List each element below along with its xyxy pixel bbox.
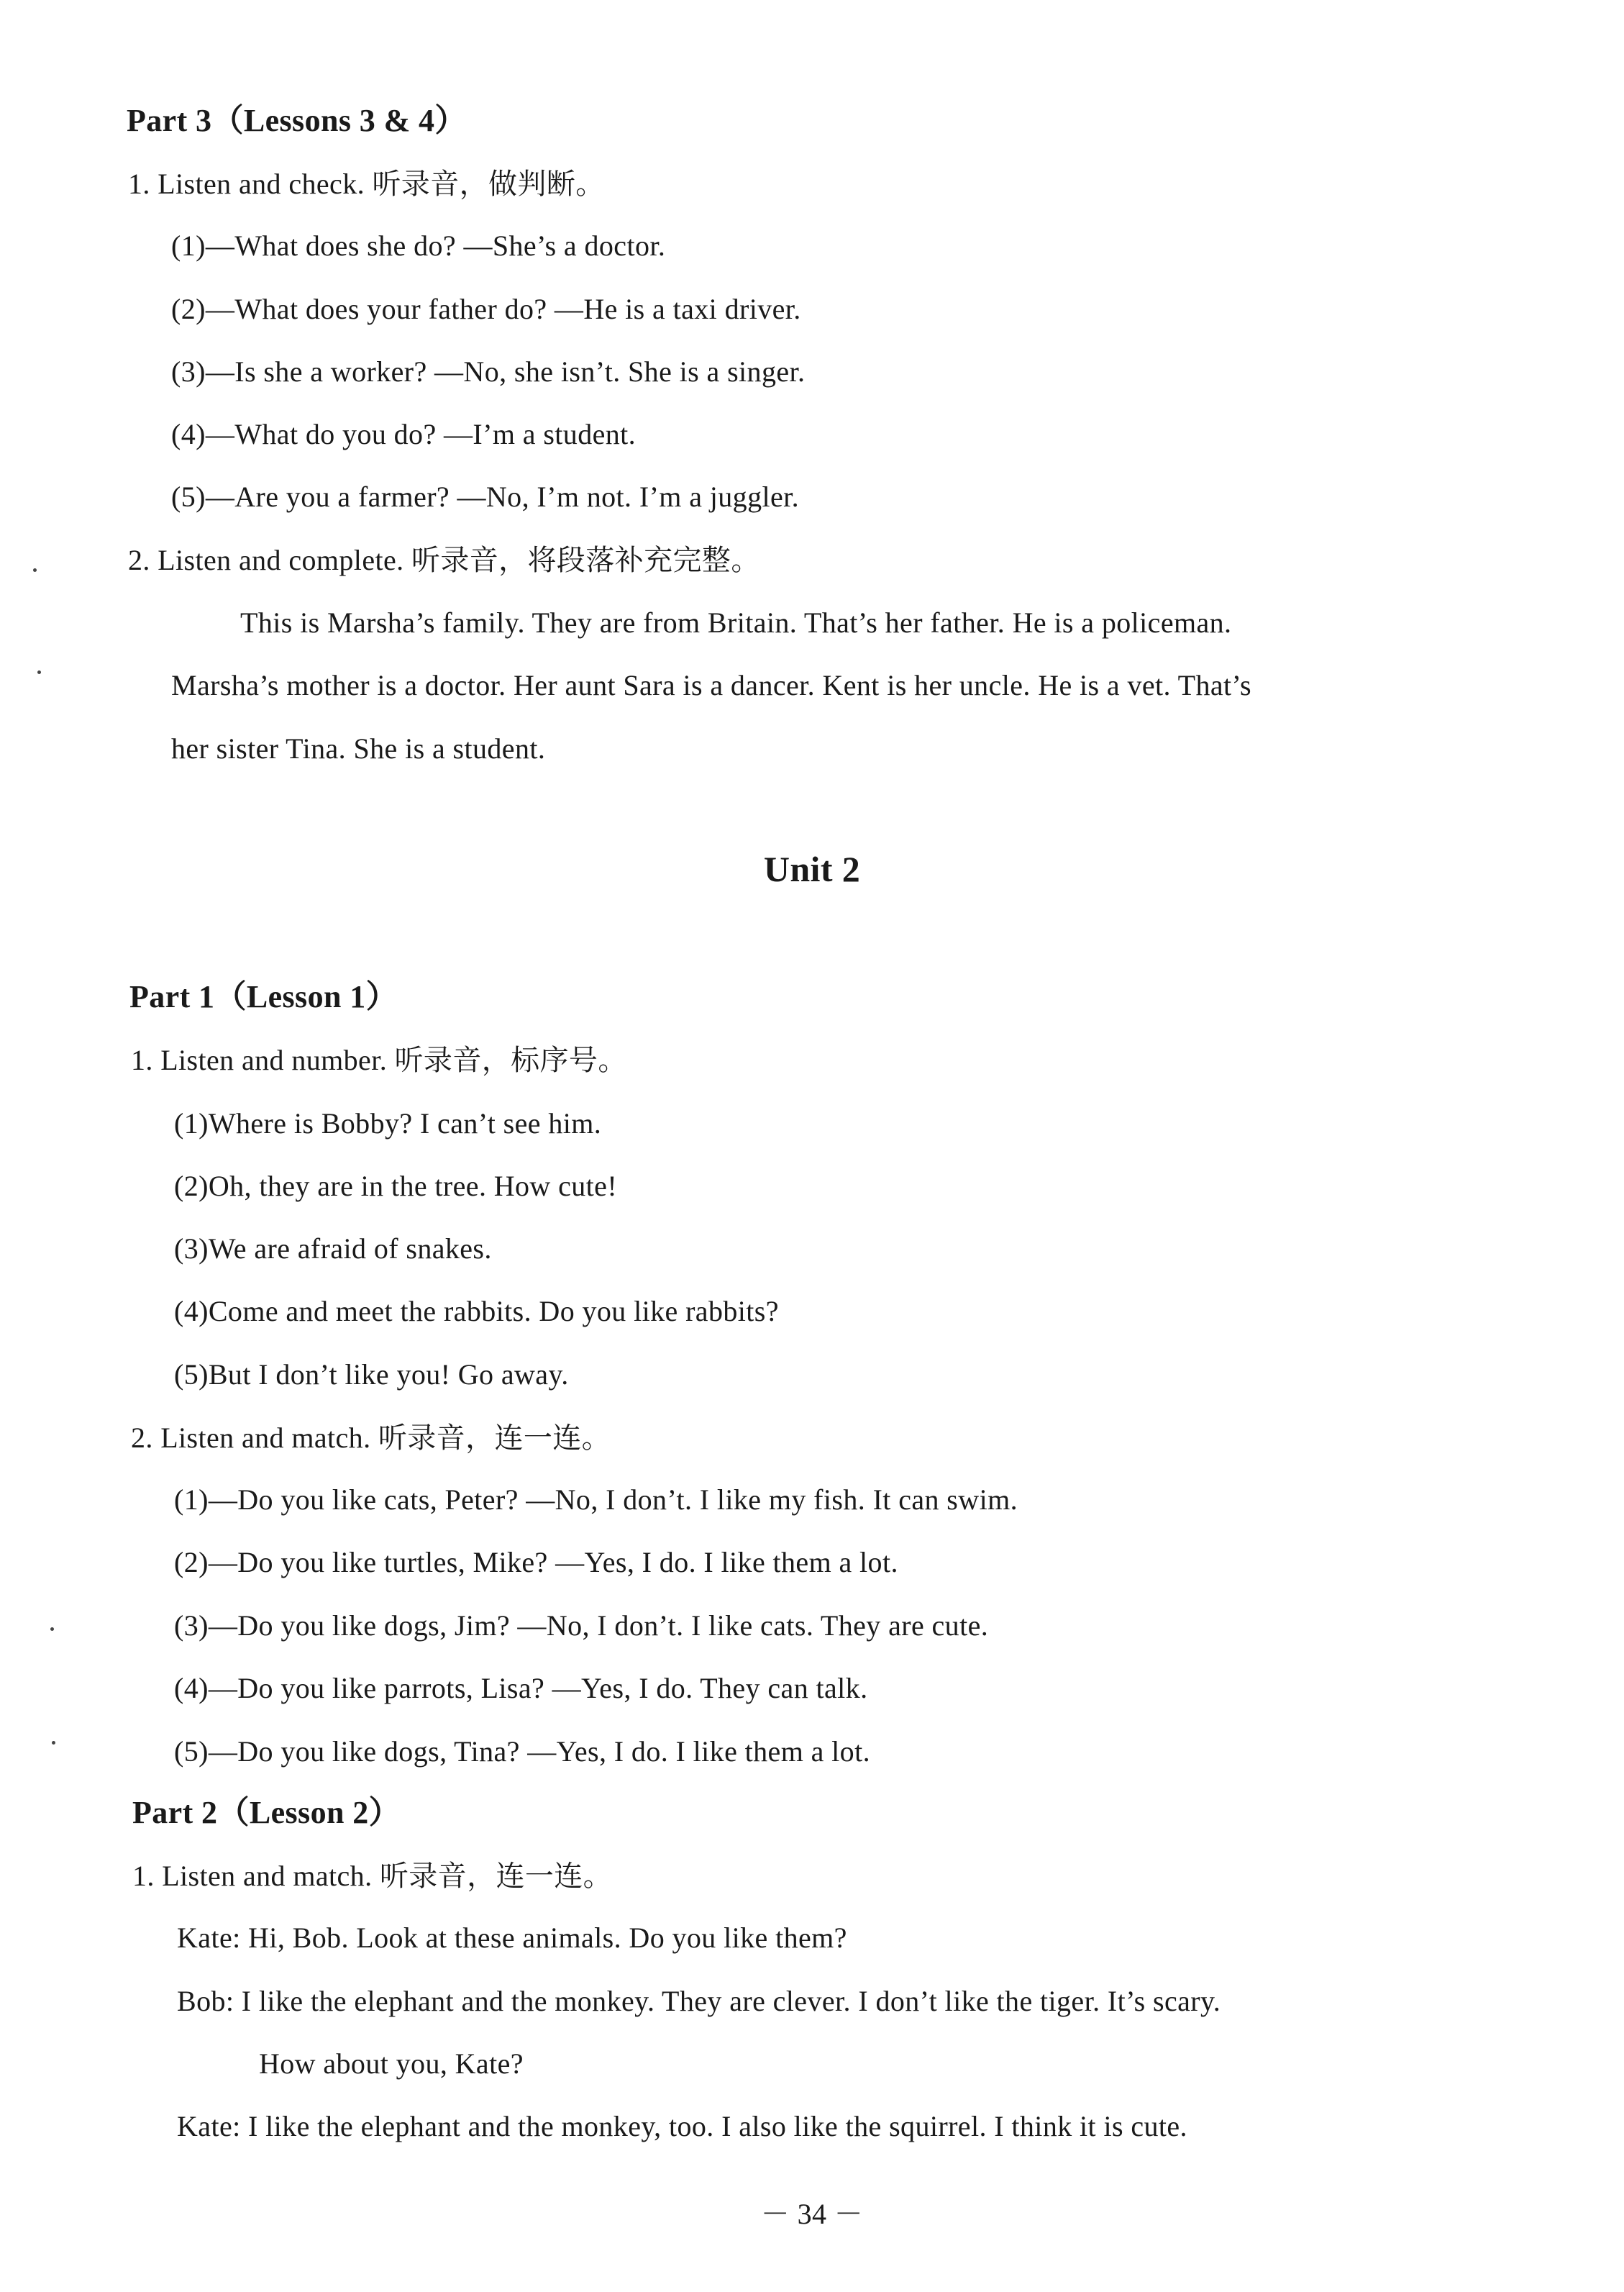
part3-q1-item-4: (4)—What do you do? —I’m a student.	[171, 418, 637, 450]
part3-heading: Part 3（Lessons 3 & 4）	[127, 103, 467, 138]
part1-heading: Part 1（Lesson 1）	[129, 979, 398, 1014]
part2-dialogue-line-4: Kate: I like the elephant and the monkey, too. I also like the squirrel. I think it is cute.	[177, 2110, 1187, 2142]
part1-q2-item-2: (2)—Do you like turtles, Mike? —Yes, I do. I like them a lot.	[174, 1546, 898, 1578]
part1-q1-item-4: (4)Come and meet the rabbits. Do you like rabbits?	[174, 1295, 779, 1327]
part3-q1-item-2: (2)—What does your father do? —He is a taxi driver.	[171, 293, 801, 325]
part1-q2-item-5: (5)—Do you like dogs, Tina? —Yes, I do. I like them a lot.	[174, 1735, 870, 1768]
part2-q1-title: 1. Listen and match. 听录音，连一连。	[132, 1860, 613, 1892]
part1-q2-title: 2. Listen and match. 听录音，连一连。	[131, 1422, 611, 1454]
part2-dialogue-line-2: Bob: I like the elephant and the monkey. They are clever. I don’t like the tiger. It’s scary.	[177, 1985, 1221, 2017]
part3-q2-line-2: Marsha’s mother is a doctor. Her aunt Sara is a dancer. Kent is her uncle. He is a vet. That’s	[171, 669, 1251, 701]
part1-q1-item-2: (2)Oh, they are in the tree. How cute!	[174, 1170, 618, 1202]
scan-speck	[37, 670, 41, 674]
part3-q2-line-3: her sister Tina. She is a student.	[171, 732, 546, 765]
part1-q1-item-1: (1)Where is Bobby? I can’t see him.	[174, 1107, 602, 1140]
part1-q1-item-3: (3)We are afraid of snakes.	[174, 1232, 492, 1265]
part2-dialogue-line-1: Kate: Hi, Bob. Look at these animals. Do you like them?	[177, 1922, 847, 1954]
part1-q1-item-5: (5)But I don’t like you! Go away.	[174, 1358, 569, 1391]
part1-q1-title: 1. Listen and number. 听录音，标序号。	[131, 1044, 627, 1076]
part3-q2-line-1: This is Marsha’s family. They are from Britain. That’s her father. He is a policeman.	[240, 606, 1232, 639]
unit-title: Unit 2	[763, 849, 861, 889]
part1-q2-item-1: (1)—Do you like cats, Peter? —No, I don’t. I like my fish. It can swim.	[174, 1483, 1018, 1516]
scan-speck	[52, 1741, 55, 1745]
scan-speck	[33, 568, 37, 572]
part3-q1-title: 1. Listen and check. 听录音，做判断。	[128, 168, 605, 200]
part1-q2-item-3: (3)—Do you like dogs, Jim? —No, I don’t. I like cats. They are cute.	[174, 1609, 989, 1642]
part3-q1-item-3: (3)—Is she a worker? —No, she isn’t. She is a singer.	[171, 355, 806, 388]
scan-speck	[50, 1627, 54, 1631]
part1-q2-item-4: (4)—Do you like parrots, Lisa? —Yes, I do. They can talk.	[174, 1672, 868, 1704]
page-number: － 34 －	[760, 2198, 864, 2230]
part3-q2-title: 2. Listen and complete. 听录音，将段落补充完整。	[128, 544, 760, 576]
part3-q1-item-5: (5)—Are you a farmer? —No, I’m not. I’m a juggler.	[171, 481, 800, 513]
part2-heading: Part 2（Lesson 2）	[132, 1795, 401, 1830]
part3-q1-item-1: (1)—What does she do? —She’s a doctor.	[171, 229, 666, 262]
part2-dialogue-line-3: How about you, Kate?	[259, 2047, 524, 2080]
